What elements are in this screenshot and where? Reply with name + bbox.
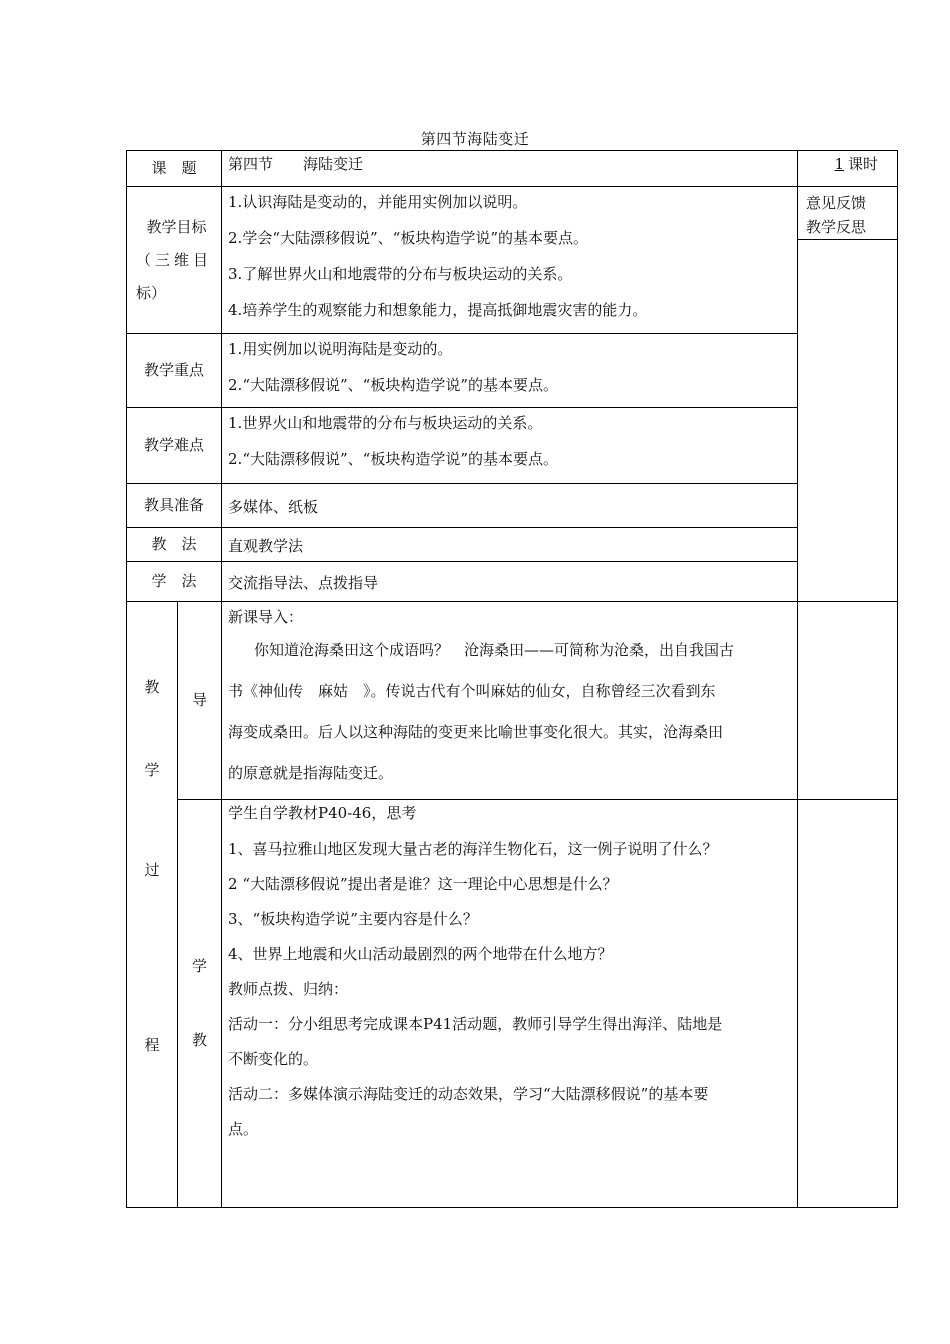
goals-label: 教学目标 （三维目 标） — [127, 187, 222, 334]
key-points-row — [127, 334, 898, 408]
key-points-content: 1.用实例加以说明海陆是变动的。 2.“大陆漂移假说”、“板块构造学说”的基本要点。 — [222, 334, 798, 408]
difficulties-label: 教学难点 — [127, 408, 222, 484]
process-intro-row — [127, 602, 898, 800]
process-label: 教 学 过 程 — [127, 602, 178, 1208]
goals-content — [222, 187, 798, 334]
goal-item: 3.了解世界火山和地震带的分布与板块运动的关系。 — [228, 265, 573, 283]
lesson-unit: 课时 — [848, 155, 879, 173]
goal-item: 4.培养学生的观察能力和想象能力，提高抵御地震灾害的能力。 — [228, 301, 648, 319]
tools-content: 多媒体、纸板 — [222, 484, 798, 528]
intro-heading: 新课导入： — [228, 608, 304, 626]
teaching-method-content: 直观教学法 — [222, 528, 798, 562]
topic-label: 课 题 — [127, 151, 222, 187]
learning-method-row — [127, 562, 898, 602]
study-content: 学生自学教材P40-46，思考 1、喜马拉雅山地区发现大量古老的海洋生物化石，这一例子说明了什么？ 2 “大陆漂移假说”提出者是谁？这一理论中心思想是什么？ 3、“板块构造学说”主要内容是什么？ 4、世界上地震和火山活动最剧烈的两个地带在什么地方？ 教师点拨、归纳： 活动一：分小组思考完成课本P41活动题，教师引导学生得出海洋、陆地是 不断变化的。 活动二：多媒体演示海陆变迁的动态效果，学习“大陆漂移假说”的基本要 点。 — [222, 800, 798, 1208]
process-study-row — [127, 800, 898, 1208]
goal-item: 1.认识海陆是变动的，并能用实例加以说明。 — [228, 193, 528, 211]
lesson-count-cell — [798, 151, 898, 187]
topic-row — [127, 151, 898, 187]
tools-label: 教具准备 — [127, 484, 222, 528]
feedback-column — [798, 187, 898, 602]
intro-content: 新课导入： 你知道沧海桑田这个成语吗？ 沧海桑田——可简称为沧桑，出自我国古 书《神仙传 麻姑 》。传说古代有个叫麻姑的仙女，自称曾经三次看到东 海变成桑田。后人以这种海陆的变更来比喻世事变化很大。其实，沧海桑田 的原意就是指海陆变迁。 — [222, 602, 798, 800]
tools-row — [127, 484, 898, 528]
document-title: 第四节海陆变迁 — [420, 130, 530, 148]
lesson-plan-table — [126, 150, 898, 1208]
goal-item: 2.学会“大陆漂移假说”、“板块构造学说”的基本要点。 — [228, 229, 589, 247]
learning-method-content: 交流指导法、点拨指导 — [222, 562, 798, 602]
feedback-header: 意见反馈 教学反思 — [798, 187, 897, 240]
feedback-cell-intro — [798, 602, 898, 800]
key-points-label: 教学重点 — [127, 334, 222, 408]
learning-method-label: 学 法 — [127, 562, 222, 602]
goals-row — [127, 187, 898, 334]
teaching-method-label: 教 法 — [127, 528, 222, 562]
feedback-cell-study — [798, 800, 898, 1208]
topic-content: 第四节 海陆变迁 — [222, 151, 798, 187]
difficulties-content: 1.世界火山和地震带的分布与板块运动的关系。 2.“大陆漂移假说”、“板块构造学说”的基本要点。 — [222, 408, 798, 484]
difficulties-row — [127, 408, 898, 484]
lesson-count: 1 — [834, 155, 845, 173]
teaching-method-row — [127, 528, 898, 562]
study-label: 学 教 — [178, 800, 222, 1208]
intro-label: 导 — [178, 602, 222, 800]
